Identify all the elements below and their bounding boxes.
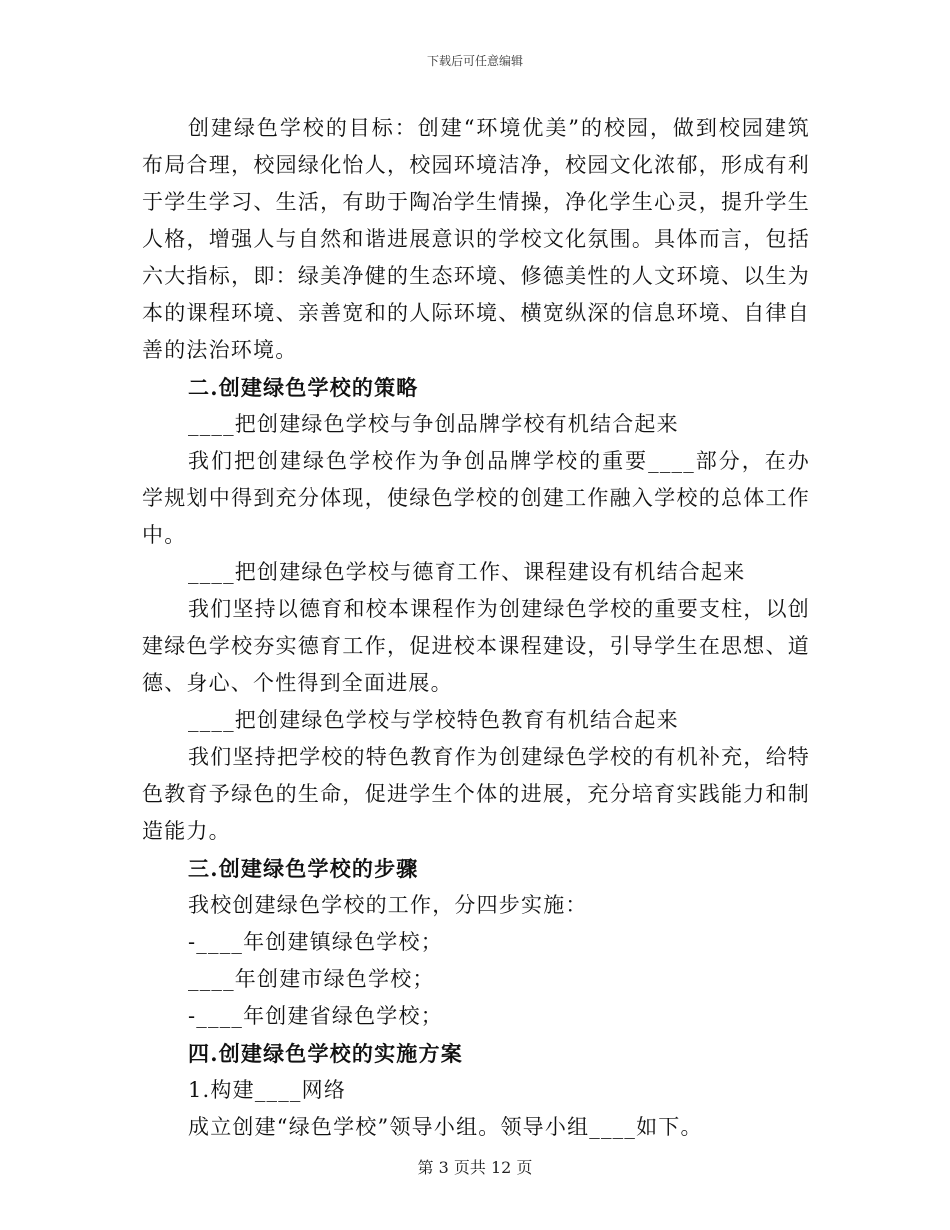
subheading-network: 1.构建____网络: [188, 1078, 347, 1102]
strategy-item-brand: ____把创建绿色学校与争创品牌学校有机结合起来: [188, 412, 679, 436]
step-item-province: -____年创建省绿色学校；: [188, 1004, 443, 1028]
strategy-item-feature: ____把创建绿色学校与学校特色教育有机结合起来: [188, 708, 679, 732]
page-footer: 第 3 页共 12 页: [417, 1158, 533, 1177]
section-heading-plan: 四.创建绿色学校的实施方案: [188, 1041, 463, 1066]
document-body: [142, 110, 810, 1146]
paragraph-steps-intro: 我校创建绿色学校的工作，分四步实施：: [188, 893, 588, 917]
section-heading-steps: 三.创建绿色学校的步骤: [188, 856, 419, 881]
strategy-item-moral: ____把创建绿色学校与德育工作、课程建设有机结合起来: [188, 560, 746, 584]
section-heading-strategy: 二.创建绿色学校的策略: [188, 375, 419, 400]
step-item-city: ____年创建市绿色学校；: [188, 967, 435, 991]
paragraph-goals: 创建绿色学校的目标：创建“环境优美”的校园，做到校园建筑布局合理，校园绿化怡人，校园环境洁净，校园文化浓郁，形成有利于学生学习、生活，有助于陶冶学生情操，净化学生心灵，提升学生人格，增强人与自然和谐进展意识的学校文化氛围。具体而言，包括六大指标，即：绿美净健的生态环境、修德美性的人文环境、以生为本的课程环境、亲善宽和的人际环境、横宽纵深的信息环境、自律自善的法治环境。: [142, 116, 810, 362]
page-header: 下载后可任意编辑: [426, 54, 523, 68]
paragraph-feature: 我们坚持把学校的特色教育作为创建绿色学校的有机补充，给特色教育予绿色的生命，促进学生个体的进展，充分培育实践能力和制造能力。: [142, 745, 810, 843]
paragraph-leadership: 成立创建“绿色学校”领导小组。领导小组____如下。: [188, 1115, 703, 1139]
paragraph-brand: 我们把创建绿色学校作为争创品牌学校的重要____部分，在办学规划中得到充分体现，使绿色学校的创建工作融入学校的总体工作中。: [142, 449, 810, 547]
paragraph-moral: 我们坚持以德育和校本课程作为创建绿色学校的重要支柱，以创建绿色学校夯实德育工作，促进校本课程建设，引导学生在思想、道德、身心、个性得到全面进展。: [142, 597, 810, 695]
step-item-town: -____年创建镇绿色学校；: [188, 930, 443, 954]
